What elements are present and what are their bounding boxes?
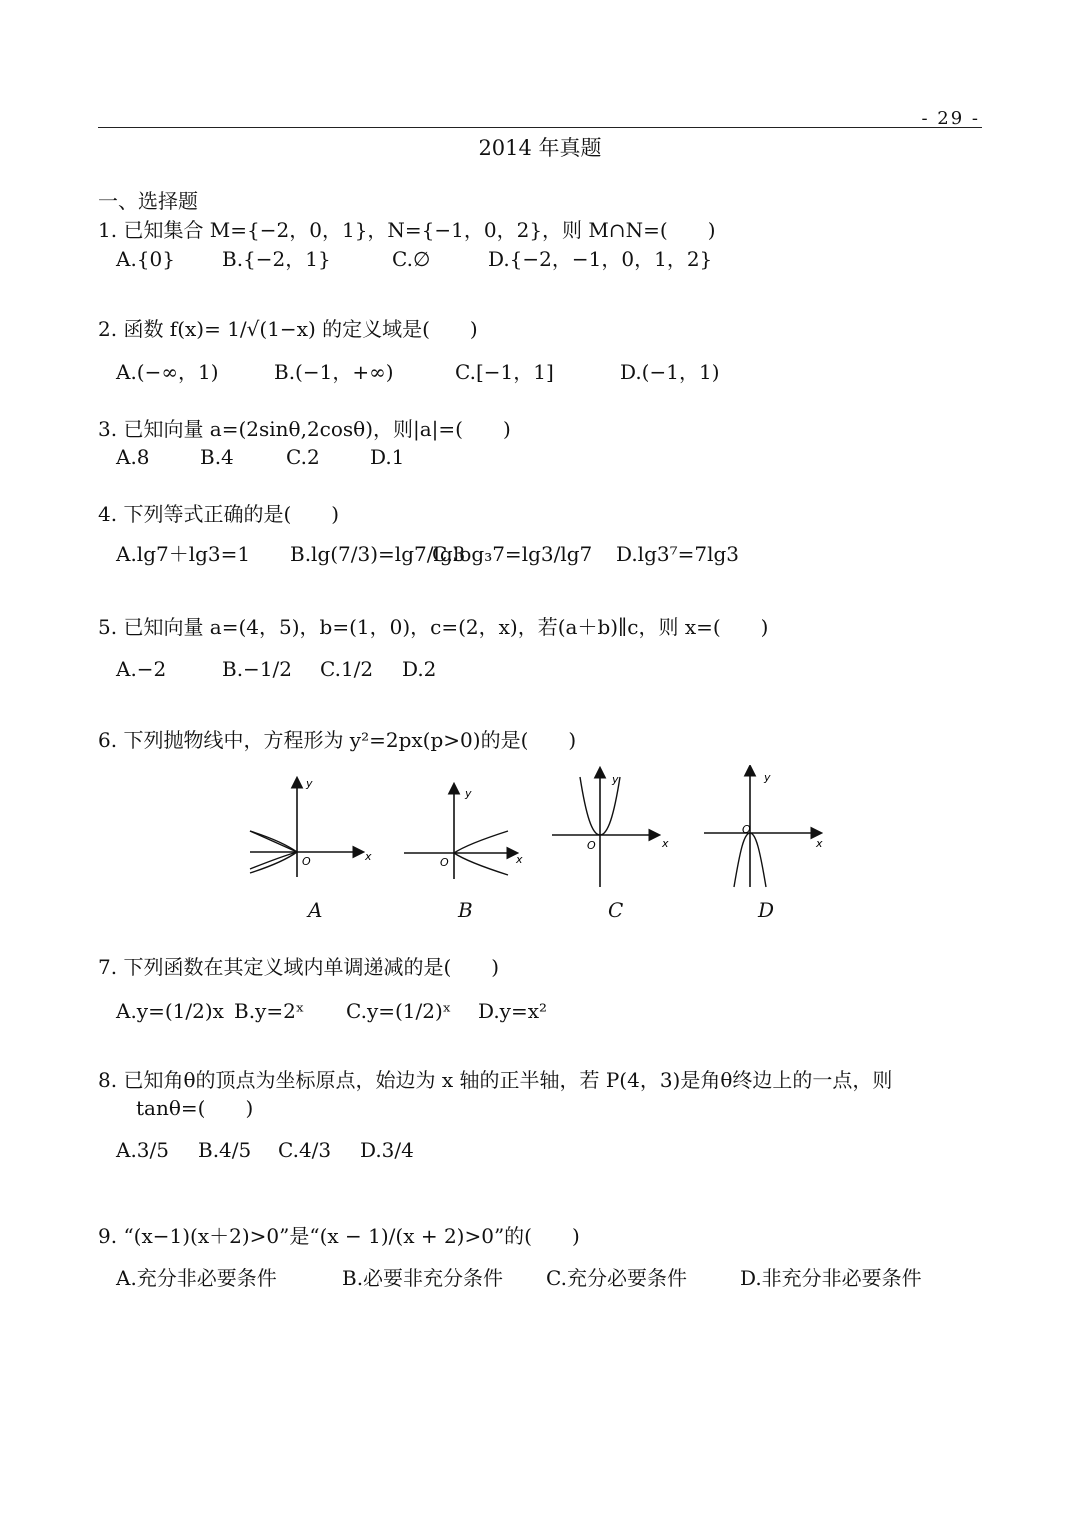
q2-option-b: B.(−1，+∞) bbox=[274, 360, 394, 384]
question-2-stem: 2. 函数 f(x)= 1/√(1−x) 的定义域是( ) bbox=[98, 317, 478, 341]
q1-option-c: C.∅ bbox=[392, 247, 431, 271]
question-9-stem: 9. “(x−1)(x＋2)>0”是“(x − 1)/(x + 2)>0”的( ) bbox=[98, 1224, 580, 1248]
graph-d bbox=[704, 767, 823, 887]
q5-option-c: C.1/2 bbox=[320, 657, 374, 681]
page-number: - 29 - bbox=[921, 108, 980, 129]
q4-option-b: B.lg(7/3)=lg7/lg3 bbox=[290, 542, 466, 566]
q8-option-a: A.3/5 bbox=[116, 1138, 169, 1162]
q1-option-b: B.{−2，1} bbox=[222, 247, 331, 271]
graph-b-x-label: x bbox=[516, 853, 523, 866]
graph-d-origin: O bbox=[742, 823, 751, 836]
question-6-stem: 6. 下列抛物线中，方程形为 y²=2px(p>0)的是( ) bbox=[98, 728, 577, 752]
question-5-stem: 5. 已知向量 a=(4，5)，b=(1，0)，c=(2，x)，若(a＋b)∥c，则 x=( ) bbox=[98, 615, 769, 639]
q9-option-d: D.非充分非必要条件 bbox=[740, 1266, 922, 1290]
q9-option-a: A.充分非必要条件 bbox=[116, 1266, 277, 1290]
page-title: 2014 年真题 bbox=[478, 136, 602, 160]
question-8-stem: 8. 已知角θ的顶点为坐标原点，始边为 x 轴的正半轴，若 P(4，3)是角θ终边上的一点，则 bbox=[98, 1068, 893, 1092]
graph-d-y-label: y bbox=[764, 771, 771, 784]
q7-option-c: C.y=(1/2)ˣ bbox=[346, 999, 452, 1023]
graph-b-caption: B bbox=[458, 898, 473, 922]
question-8-stem-cont: tanθ=( ) bbox=[136, 1096, 254, 1120]
q9-option-c: C.充分必要条件 bbox=[546, 1266, 687, 1290]
question-3-stem: 3. 已知向量 a=(2sinθ,2cosθ)，则|a|=( ) bbox=[98, 417, 511, 441]
graph-c-caption: C bbox=[608, 898, 624, 922]
q5-option-b: B.−1/2 bbox=[222, 657, 292, 681]
q8-option-d: D.3/4 bbox=[360, 1138, 414, 1162]
graph-c bbox=[552, 769, 669, 887]
q4-option-d: D.lg3⁷=7lg3 bbox=[616, 542, 740, 566]
q5-option-a: A.−2 bbox=[116, 657, 167, 681]
q3-option-b: B.4 bbox=[200, 445, 234, 469]
q2-option-a: A.(−∞，1) bbox=[116, 360, 219, 384]
q3-option-d: D.1 bbox=[370, 445, 405, 469]
graph-c-y-label: y bbox=[612, 773, 619, 786]
question-4-stem: 4. 下列等式正确的是( ) bbox=[98, 502, 340, 526]
q1-option-d: D.{−2，−1，0，1，2} bbox=[488, 247, 713, 271]
graph-c-origin: O bbox=[587, 839, 596, 852]
q7-option-d: D.y=x² bbox=[478, 999, 548, 1023]
graph-b-y-label: y bbox=[465, 787, 472, 800]
q5-option-d: D.2 bbox=[402, 657, 437, 681]
section-heading: 一、选择题 bbox=[98, 189, 198, 213]
parabola-graphs bbox=[240, 765, 840, 895]
q2-option-c: C.[−1，1] bbox=[455, 360, 554, 384]
graph-a-y-label: y bbox=[306, 777, 313, 790]
graph-b-origin: O bbox=[440, 856, 449, 869]
graph-d-caption: D bbox=[758, 898, 775, 922]
q1-option-a: A.{0} bbox=[116, 247, 175, 271]
question-1-stem: 1. 已知集合 M={−2，0，1}，N={−1，0，2}，则 M∩N=( ) bbox=[98, 218, 716, 242]
q4-option-c: C.log₃7=lg3/lg7 bbox=[432, 542, 593, 566]
q9-option-b: B.必要非充分条件 bbox=[342, 1266, 504, 1290]
question-7-stem: 7. 下列函数在其定义域内单调递减的是( ) bbox=[98, 955, 500, 979]
q8-option-b: B.4/5 bbox=[198, 1138, 252, 1162]
q3-option-c: C.2 bbox=[286, 445, 320, 469]
q8-option-c: C.4/3 bbox=[278, 1138, 332, 1162]
header-rule bbox=[98, 127, 982, 128]
q4-option-a: A.lg7＋lg3=1 bbox=[116, 542, 251, 566]
graph-b bbox=[404, 785, 523, 879]
graph-a-origin: O bbox=[302, 855, 311, 868]
graph-a-x-label: x bbox=[365, 850, 372, 863]
graph-a bbox=[250, 777, 372, 877]
q3-option-a: A.8 bbox=[116, 445, 150, 469]
q7-option-a: A.y=(1/2)x bbox=[116, 999, 224, 1023]
q2-option-d: D.(−1，1) bbox=[620, 360, 720, 384]
graph-a-caption: A bbox=[308, 898, 323, 922]
graph-c-x-label: x bbox=[662, 837, 669, 850]
graph-d-x-label: x bbox=[816, 837, 823, 850]
q7-option-b: B.y=2ˣ bbox=[234, 999, 305, 1023]
